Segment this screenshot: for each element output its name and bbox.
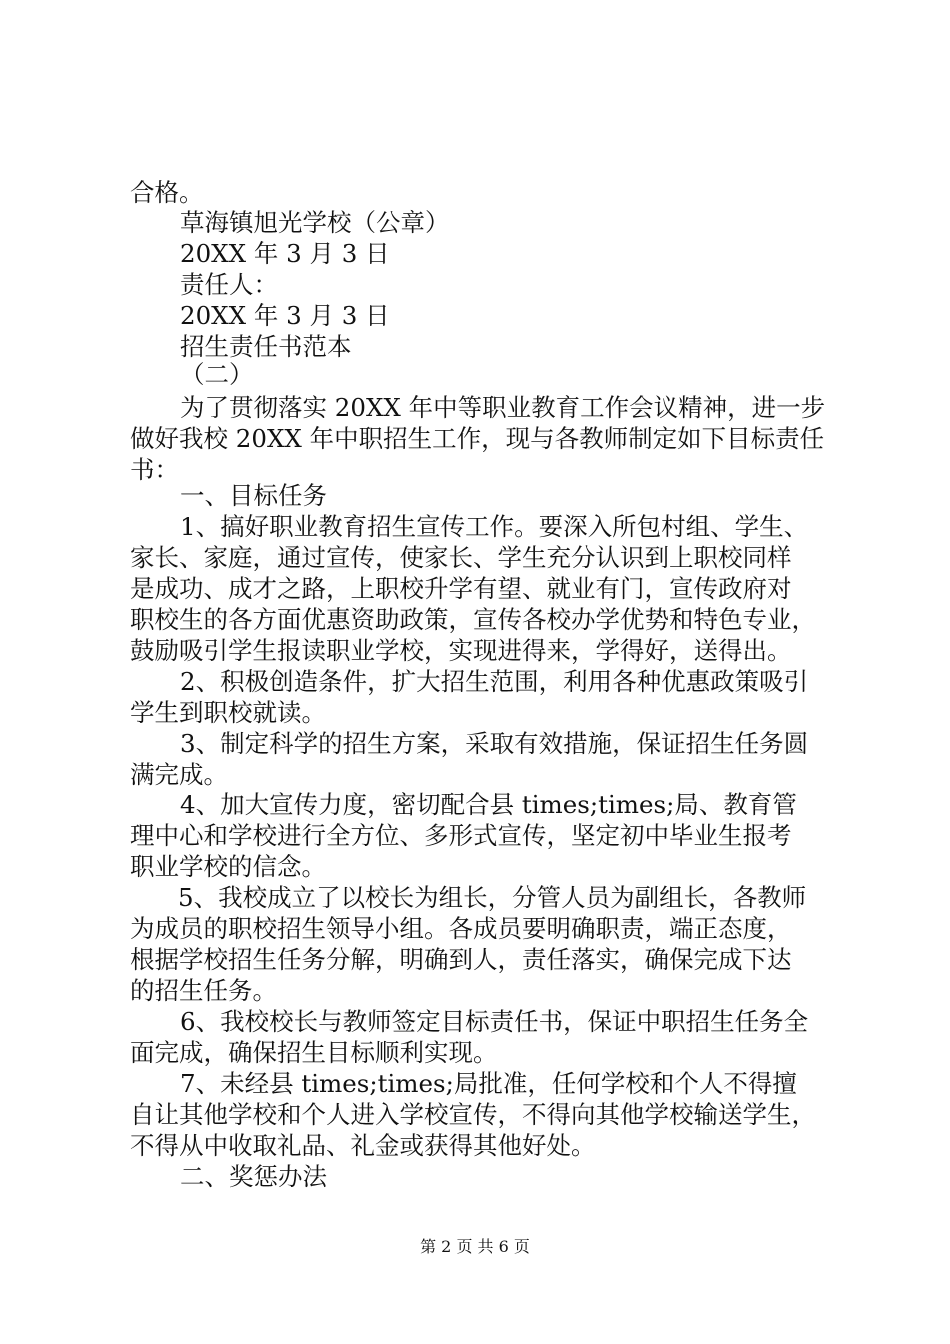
text-line: 根据学校招生任务分解，明确到人，责任落实，确保完成下达: [130, 945, 792, 974]
text-line: 草海镇旭光学校（公章）: [180, 208, 450, 237]
text-line: 家长、家庭，通过宣传，使家长、学生充分认识到上职校同样: [130, 543, 792, 572]
text-line: 责任人：: [180, 270, 278, 299]
text-line: 二、奖惩办法: [180, 1162, 327, 1191]
text-line: 4、加大宣传力度，密切配合县 times;times;局、教育管: [180, 790, 797, 819]
text-line: 7、未经县 times;times;局批准，任何学校和个人不得擅: [180, 1069, 797, 1098]
text-line: 招生责任书范本: [180, 332, 352, 361]
text-line: 6、我校校长与教师签定目标责任书，保证中职招生任务全: [180, 1007, 809, 1036]
page-footer: 第 2 页 共 6 页: [420, 1237, 530, 1256]
text-line: 书：: [130, 455, 179, 484]
text-line: 的招生任务。: [130, 976, 277, 1005]
text-line: 1、搞好职业教育招生宣传工作。要深入所包村组、学生、: [180, 512, 809, 541]
text-line: 20XX 年 3 月 3 日: [180, 239, 390, 268]
text-line: 职校生的各方面优惠资助政策，宣传各校办学优势和特色专业，: [130, 605, 816, 634]
text-line: 不得从中收取礼品、礼金或获得其他好处。: [130, 1131, 596, 1160]
text-line: 是成功、成才之路，上职校升学有望、就业有门，宣传政府对: [130, 574, 792, 603]
text-line: 学生到职校就读。: [130, 698, 326, 727]
text-line: 满完成。: [130, 760, 228, 789]
text-line: 为了贯彻落实 20XX 年中等职业教育工作会议精神，进一步: [180, 393, 826, 422]
text-line: 鼓励吸引学生报读职业学校，实现进得来，学得好，送得出。: [130, 636, 792, 665]
text-line: 为成员的职校招生领导小组。各成员要明确职责，端正态度，: [130, 914, 792, 943]
text-line: 做好我校 20XX 年中职招生工作，现与各教师制定如下目标责任: [130, 424, 825, 453]
text-line: 20XX 年 3 月 3 日: [180, 301, 390, 330]
text-line: 面完成，确保招生目标顺利实现。: [130, 1038, 498, 1067]
text-line: 一、目标任务: [180, 481, 327, 510]
text-line: 2、积极创造条件，扩大招生范围，利用各种优惠政策吸引: [180, 667, 809, 696]
text-line: 自让其他学校和个人进入学校宣传，不得向其他学校输送学生，: [130, 1100, 816, 1129]
text-line: （二）: [180, 360, 254, 389]
text-line: 职业学校的信念。: [130, 852, 326, 881]
text-line: 理中心和学校进行全方位、多形式宣传，坚定初中毕业生报考: [130, 821, 792, 850]
text-line: 5、我校成立了以校长为组长，分管人员为副组长，各教师: [178, 883, 807, 912]
text-line: 3、制定科学的招生方案，采取有效措施，保证招生任务圆: [180, 729, 809, 758]
text-line: 合格。: [130, 178, 204, 207]
